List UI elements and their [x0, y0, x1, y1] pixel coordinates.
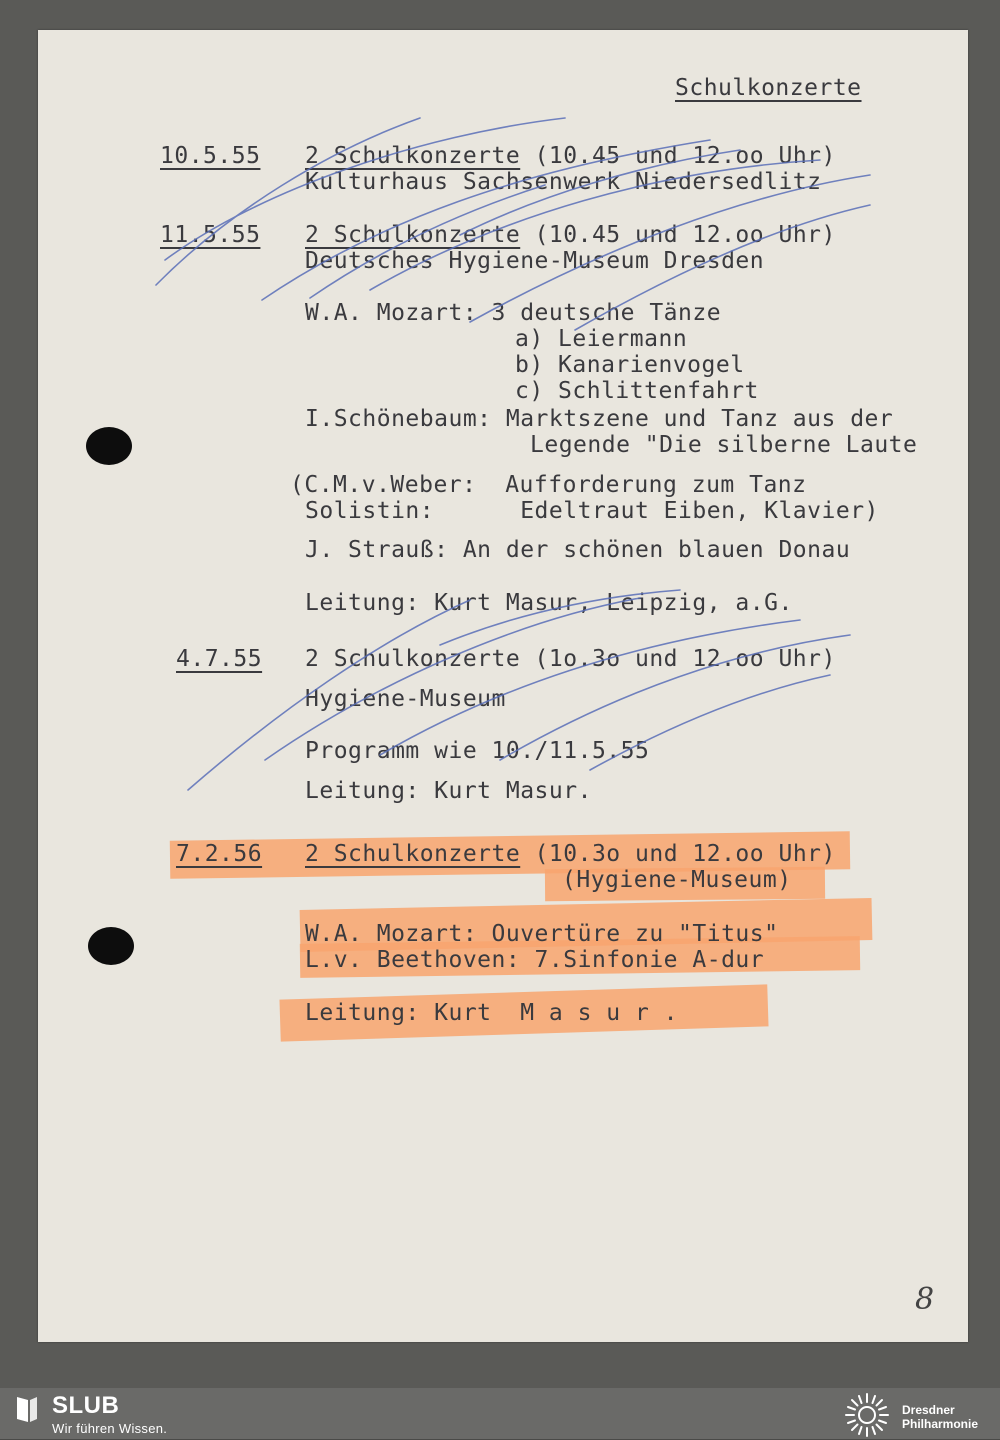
concert-title: 2 Schulkonzerte [305, 841, 521, 867]
conductor-line: Leitung: Kurt Masur. [305, 778, 592, 804]
concert-venue: (Hygiene-Museum) [562, 867, 792, 893]
program-line: L.v. Beethoven: 7.Sinfonie A-dur [305, 947, 765, 973]
program-line: W.A. Mozart: Ouvertüre zu "Titus" [305, 921, 779, 947]
concert-line [305, 222, 836, 248]
concert-title: 2 Schulkonzerte [305, 222, 521, 248]
concert-time: (10.3o und 12.oo Uhr) [520, 841, 836, 867]
slub-tagline: Wir führen Wissen. [52, 1421, 168, 1436]
philharmonie-sunburst-icon [842, 1390, 892, 1440]
program-line: W.A. Mozart: 3 deutsche Tänze [305, 300, 722, 326]
concert-line: 2 Schulkonzerte (1o.3o und 12.oo Uhr) [305, 646, 836, 672]
conductor-line: Leitung: Kurt Masur, Leipzig, a.G. [305, 590, 793, 616]
program-line: J. Strauß: An der schönen blauen Donau [305, 537, 851, 563]
program-line: b) Kanarienvogel [515, 352, 745, 378]
program-line: a) Leiermann [515, 326, 688, 352]
concert-line [305, 841, 836, 867]
footer-bar [0, 1388, 1000, 1439]
concert-time: (10.45 und 12.oo Uhr) [520, 143, 836, 169]
program-line: c) Schlittenfahrt [515, 378, 759, 404]
concert-line [305, 143, 836, 169]
concert-venue: Hygiene-Museum [305, 686, 506, 712]
philharmonie-logo-text [902, 1403, 978, 1431]
program-line: Programm wie 10./11.5.55 [305, 738, 650, 764]
slub-book-icon [14, 1394, 40, 1424]
partner-line: Dresdner [902, 1403, 955, 1417]
concert-date: 4.7.55 [176, 646, 263, 672]
page-heading: Schulkonzerte [675, 75, 862, 101]
concert-date: 11.5.55 [160, 222, 261, 248]
conductor-line: Leitung: Kurt M a s u r . [305, 1000, 679, 1026]
page-number: 8 [915, 1282, 935, 1317]
concert-title: 2 Schulkonzerte [305, 143, 521, 169]
punch-hole-top [86, 427, 132, 465]
concert-date: 10.5.55 [160, 143, 261, 169]
program-line: I.Schönebaum: Marktszene und Tanz aus der [305, 406, 894, 432]
program-line: Legende "Die silberne Laute [530, 432, 918, 458]
program-line: (C.M.v.Weber: Aufforderung zum Tanz [290, 472, 807, 498]
concert-venue: Deutsches Hygiene-Museum Dresden [305, 248, 765, 274]
partner-line: Philharmonie [902, 1417, 979, 1431]
program-line: Solistin: Edeltraut Eiben, Klavier) [305, 498, 879, 524]
concert-time: (10.45 und 12.oo Uhr) [520, 222, 836, 248]
punch-hole-bottom [88, 927, 134, 965]
concert-venue: Kulturhaus Sachsenwerk Niedersedlitz [305, 169, 822, 195]
concert-date: 7.2.56 [176, 841, 263, 867]
slub-logo-text: SLUB [52, 1392, 120, 1419]
